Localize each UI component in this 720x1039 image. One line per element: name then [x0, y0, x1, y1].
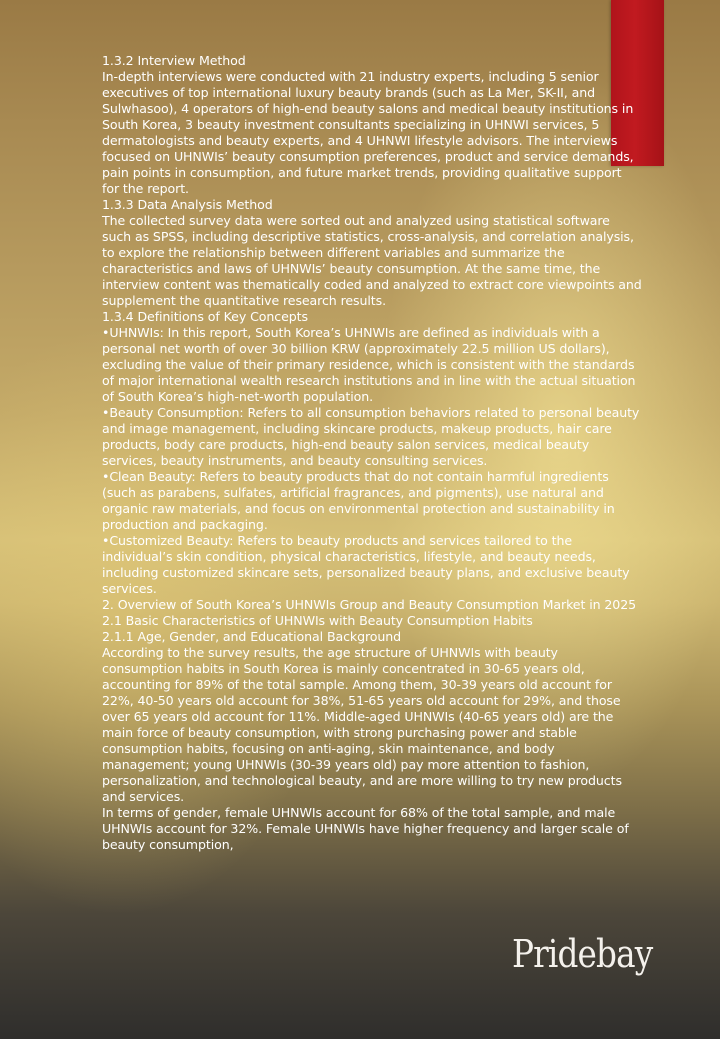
heading-data-analysis-method: 1.3.3 Data Analysis Method [102, 197, 273, 212]
paragraph-age-structure: According to the survey results, the age structure of UHNWIs with beauty consumption habits in South Korea is mainly concentrated in 30-65 years old, accounting for 89% of the total sample. Among them, 30-39 years old account for 22%, 40-50 years old account for 38%, 51-65 years old account for 29%, and those over 65 years old account for 11%. Middle-aged UHNWIs (40-65 years old) are the main force of beauty consumption, with strong purchasing power and stable consumption habits, focusing on anti-aging, skin maintenance, and body management; young UHNWIs (30-39 years old) pay more attention to fashion, personalization, and technological beauty, and are more willing to try new products and services. [102, 645, 622, 804]
paragraph-interview-method: In-depth interviews were conducted with 21 industry experts, including 5 senior executives of top international luxury beauty brands (such as La Mer, SK-II, and Sulwhasoo), 4 operators of high-end beauty salons and medical beauty institutions in South Korea, 3 beauty investment consultants specializing in UHNWI services, 5 dermatologists and beauty experts, and 4 UHNWI lifestyle advisors. The interviews focused on UHNWIs’ beauty consumption preferences, product and service demands, pain points in consumption, and future market trends, providing qualitative support for the report. [102, 69, 634, 196]
definition-uhnwis: •UHNWIs: In this report, South Korea’s UHNWIs are defined as individuals with a personal net worth of over 30 billion KRW (approximately 22.5 million US dollars), excluding the value of their primary residence, which is consistent with the standards of major international wealth research institutions and in line with the actual situation of South Korea’s high-net-worth population. [102, 325, 636, 404]
definition-customized-beauty: •Customized Beauty: Refers to beauty products and services tailored to the individual’s skin condition, physical characteristics, lifestyle, and beauty needs, including customized skincare sets, personalized beauty plans, and exclusive beauty services. [102, 533, 630, 596]
heading-overview-section-2: 2. Overview of South Korea’s UHNWIs Group and Beauty Consumption Market in 2025 [102, 597, 637, 612]
heading-interview-method: 1.3.2 Interview Method [102, 53, 246, 68]
definition-clean-beauty: •Clean Beauty: Refers to beauty products that do not contain harmful ingredients (such as parabens, sulfates, artificial fragrances, and pigments), use natural and organic raw materials, and focus on environmental protection and sustainability in production and packaging. [102, 469, 615, 532]
heading-key-concepts: 1.3.4 Definitions of Key Concepts [102, 309, 308, 324]
heading-age-gender-education: 2.1.1 Age, Gender, and Educational Background [102, 629, 402, 644]
paragraph-data-analysis-method: The collected survey data were sorted out and analyzed using statistical software such as SPSS, including descriptive statistics, cross-analysis, and correlation analysis, to explore the relationship between different variables and summarize the characteristics and laws of UHNWIs’ beauty consumption. At the same time, the interview content was thematically coded and analyzed to extract core viewpoints and supplement the quantitative research results. [102, 213, 642, 308]
heading-basic-characteristics: 2.1 Basic Characteristics of UHNWIs with Beauty Consumption Habits [102, 613, 533, 628]
definition-beauty-consumption: •Beauty Consumption: Refers to all consumption behaviors related to personal beauty and image management, including skincare products, makeup products, hair care products, body care products, high-end beauty salon services, medical beauty services, beauty instruments, and beauty consulting services. [102, 405, 640, 468]
paragraph-gender: In terms of gender, female UHNWIs account for 68% of the total sample, and male UHNWIs account for 32%. Female UHNWIs have higher frequency and larger scale of beauty consumption, [102, 805, 629, 852]
report-body [102, 53, 642, 853]
brand-logo: Pridebay [512, 932, 653, 976]
